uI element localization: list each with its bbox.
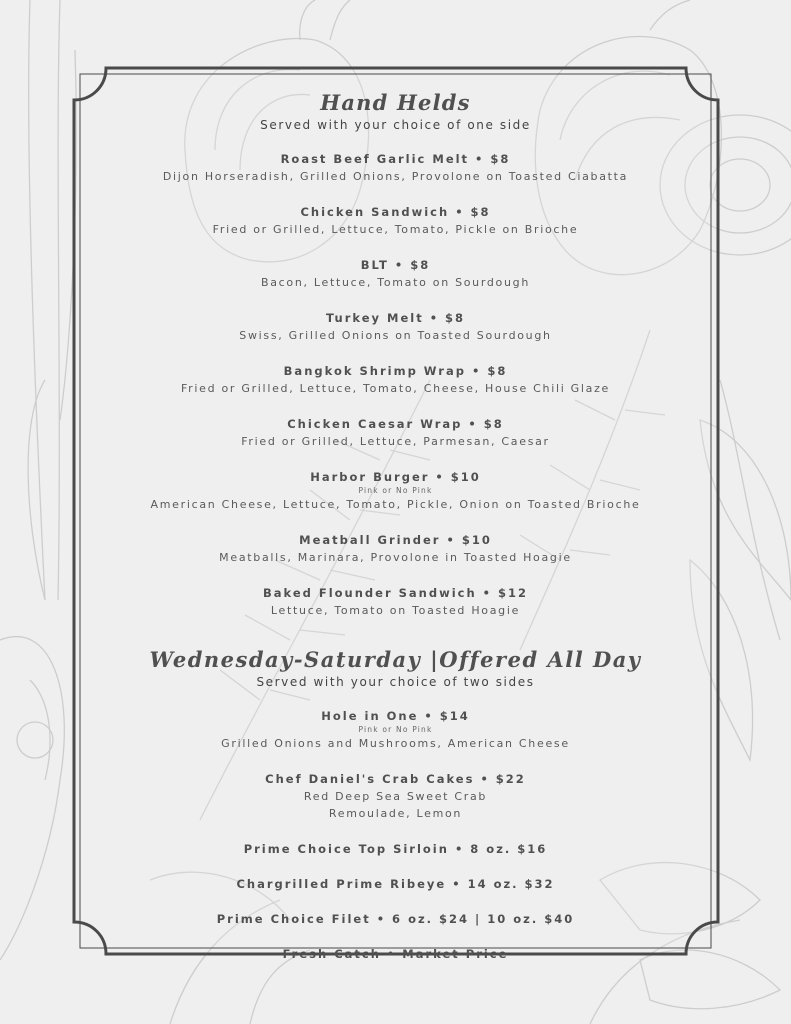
menu-item	[110, 362, 681, 397]
item-description: Lettuce, Tomato on Toasted Hoagie	[270, 604, 521, 617]
item-title: BLT • $8	[360, 258, 431, 272]
item-description: Grilled Onions and Mushrooms, American Cheese	[221, 737, 570, 750]
item-title: Chargrilled Prime Ribeye • 14 oz. $32	[236, 877, 555, 891]
menu-item	[110, 415, 681, 450]
item-title: Harbor Burger • $10	[310, 470, 481, 484]
menu-item	[110, 770, 681, 822]
wed-sat-subtitle: Served with your choice of two sides	[256, 675, 535, 689]
item-description: Meatballs, Marinara, Provolone in Toasted Hoagie	[219, 551, 572, 564]
item-title: Meatball Grinder • $10	[299, 533, 492, 547]
item-title: Fresh Catch • Market Price	[282, 947, 509, 961]
hand-helds-subtitle: Served with your choice of one side	[260, 118, 531, 132]
item-title: Turkey Melt • $8	[325, 311, 466, 325]
hand-helds-title: Hand Helds	[320, 90, 471, 115]
menu-item	[110, 531, 681, 566]
item-title: Chicken Sandwich • $8	[300, 205, 491, 219]
item-description: American Cheese, Lettuce, Tomato, Pickle, Onion on Toasted Brioche	[150, 498, 641, 511]
menu-content	[110, 78, 681, 963]
item-description-line: Remoulade, Lemon	[328, 807, 463, 820]
menu-item	[110, 875, 681, 893]
item-note: Pink or No Pink	[358, 725, 433, 734]
item-description: Bacon, Lettuce, Tomato on Sourdough	[260, 276, 531, 289]
item-note: Pink or No Pink	[358, 486, 433, 495]
menu-item	[110, 150, 681, 185]
item-description: Swiss, Grilled Onions on Toasted Sourdough	[239, 329, 552, 342]
item-description: Fried or Grilled, Lettuce, Parmesan, Caesar	[241, 435, 550, 448]
menu-item	[110, 256, 681, 291]
item-title: Roast Beef Garlic Melt • $8	[280, 152, 511, 166]
menu-item	[110, 945, 681, 963]
leaf-sketch-right	[690, 380, 791, 760]
menu-item	[110, 468, 681, 513]
item-description-line: Red Deep Sea Sweet Crab	[303, 790, 488, 803]
pepper-sketch-bottom-left	[0, 637, 64, 960]
menu-item	[110, 840, 681, 858]
item-title: Baked Flounder Sandwich • $12	[262, 586, 529, 600]
menu-item	[110, 707, 681, 752]
item-title: Hole in One • $14	[321, 709, 470, 723]
wed-sat-title: Wednesday-Saturday |Offered All Day	[149, 647, 642, 672]
leek-sketch-left	[28, 0, 76, 600]
menu-item	[110, 203, 681, 238]
item-title: Bangkok Shrimp Wrap • $8	[283, 364, 508, 378]
item-description: Fried or Grilled, Lettuce, Tomato, Pickle on Brioche	[212, 223, 579, 236]
item-title: Chicken Caesar Wrap • $8	[287, 417, 504, 431]
item-title: Prime Choice Filet • 6 oz. $24 | 10 oz. $40	[216, 912, 575, 926]
menu-item	[110, 584, 681, 619]
menu-item	[110, 309, 681, 344]
item-title: Chef Daniel's Crab Cakes • $22	[265, 772, 526, 786]
menu-item	[110, 910, 681, 928]
item-title: Prime Choice Top Sirloin • 8 oz. $16	[243, 842, 548, 856]
item-description: Dijon Horseradish, Grilled Onions, Provolone on Toasted Ciabatta	[162, 170, 629, 183]
item-description: Fried or Grilled, Lettuce, Tomato, Cheese, House Chili Glaze	[180, 382, 611, 395]
